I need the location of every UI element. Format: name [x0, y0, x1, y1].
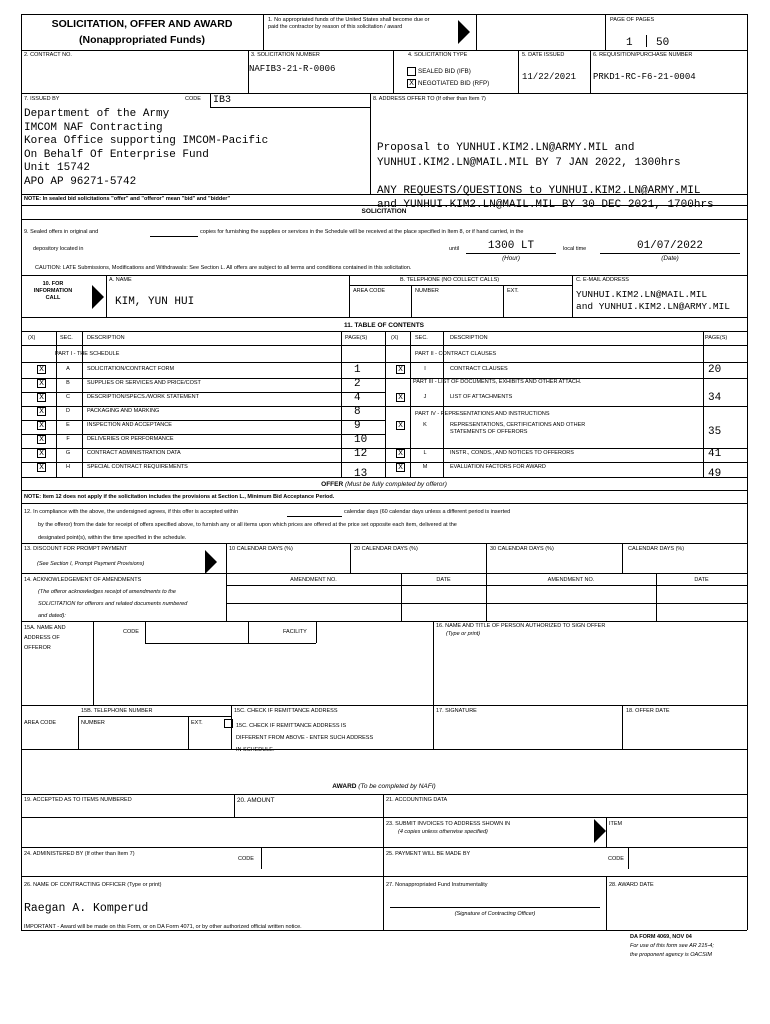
toc-page-number: 12	[354, 448, 368, 460]
toc-section-letter: K	[423, 422, 427, 428]
toc-row-line	[385, 406, 747, 407]
address-offer-text: Proposal to YUNHUI.KIM2.LN@ARMY.MIL and YUNHUI.KIM2.LN@MAIL.MIL BY 7 JAN 2022, 1300hrs ANY REQUESTS/QUESTIONS to YUNHUI.KIM2.LN@ARMY.MIL and YUNHUI.KIM2.LN@MAIL.MIL BY 30 DEC 2021, 1700hrs	[377, 142, 714, 212]
contracting-officer-label: 26. NAME OF CONTRACTING OFFICER (Type or print)	[24, 882, 162, 888]
address-offer-label: 8. ADDRESS OFFER TO (If other than Item 7)	[373, 96, 486, 102]
toc-checkbox[interactable]: X	[37, 421, 46, 430]
arrow-icon	[458, 20, 470, 44]
facility-label: FACILITY	[283, 629, 307, 635]
toc-section-letter: A	[66, 366, 70, 372]
solicitation-number[interactable]: NAFIB3-21-R-0006	[249, 64, 336, 74]
amount-label: 20. AMOUNT	[237, 797, 275, 804]
toc-part3: PART III - LIST OF DOCUMENTS, EXHIBITS AND OTHER ATTACH.	[413, 379, 582, 385]
arrow-icon	[205, 550, 217, 574]
toc-checkbox[interactable]: X	[37, 393, 46, 402]
contact-email[interactable]: YUNHUI.KIM2.LN@MAIL.MIL and YUNHUI.KIM2.LN@ARMY.MIL	[576, 289, 730, 312]
toc-row-line	[21, 378, 385, 379]
toc-description: LIST OF ATTACHMENTS	[450, 394, 513, 400]
toc-row-line	[21, 420, 385, 421]
administered-code-label: CODE	[238, 856, 254, 862]
sealed-bid-label: SEALED BID (IFB)	[418, 68, 471, 75]
funds-notice: 1. No appropriated funds of the United States shall become due or paid the contractor by reason of this solicitation / award	[268, 17, 430, 30]
toc-col-x: (X)	[28, 335, 36, 341]
toc-section-letter: G	[65, 450, 71, 456]
toc-checkbox[interactable]: X	[396, 365, 405, 374]
toc-col-x-right: (X)	[391, 335, 399, 341]
toc-page-number: 1	[354, 364, 361, 376]
authorized-signer-label: 16. NAME AND TITLE OF PERSON AUTHORIZED TO SIGN OFFER	[436, 623, 606, 629]
toc-section-letter: J	[423, 394, 427, 400]
toc-section-letter: D	[66, 408, 70, 414]
solicitation-number-label: 3. SOLICITATION NUMBER	[251, 52, 320, 58]
contracting-officer-name[interactable]: Raegan A. Komperud	[24, 902, 149, 915]
toc-section-letter: C	[66, 394, 70, 400]
offeror-ext-label: EXT.	[191, 720, 203, 726]
administered-by-label: 24. ADMINISTERED BY (If other than Item 7)	[24, 851, 135, 857]
toc-checkbox[interactable]: X	[37, 379, 46, 388]
award-heading-note: (To be completed by NAFI)	[358, 783, 436, 790]
accepted-items-label: 19. ACCEPTED AS TO ITEMS NUMBERED	[24, 797, 132, 803]
amendment-no-col: AMENDMENT NO.	[290, 577, 337, 583]
arrow-icon	[92, 285, 104, 309]
offeror-code-label: CODE	[123, 629, 139, 635]
toc-description: REPRESENTATIONS, CERTIFICATIONS AND OTHER STATEMENTS OF OFFERORS	[450, 422, 586, 435]
offer-heading-note: (Must be fully completed by offeror)	[344, 481, 447, 488]
discount-other: CALENDAR DAYS (%)	[628, 546, 685, 552]
invoice-label: 23. SUBMIT INVOICES TO ADDRESS SHOWN IN	[386, 821, 511, 827]
toc-description: DESCRIPTION/SPECS./WORK STATEMENT	[87, 394, 199, 400]
toc-description: SUPPLIES OR SERVICES AND PRICE/COST	[87, 380, 201, 386]
toc-description: EVALUATION FACTORS FOR AWARD	[450, 464, 546, 470]
item12-text-4: designated point(s), within the time specified in the schedule.	[38, 535, 187, 541]
toc-col-sec: SEC.	[60, 335, 73, 341]
toc-part4: PART IV - REPRESENTATIONS AND INSTRUCTIONS	[415, 411, 550, 417]
toc-section-letter: I	[424, 366, 426, 372]
item12-text: 12. In compliance with the above, the undersigned agrees, if this offer is accepted within	[24, 509, 239, 515]
discount-30: 30 CALENDAR DAYS (%)	[490, 546, 554, 552]
offer-due-date[interactable]: 01/07/2022	[636, 240, 703, 252]
contact-name-label: A. NAME	[109, 277, 132, 283]
toc-page-number: 13	[354, 468, 368, 480]
email-label: C. E-MAIL ADDRESS	[576, 277, 629, 283]
caution-text: CAUTION: LATE Submissions, Modifications and Withdrawals: See Section L. All offers are subject to all terms and conditions contained in this solicitation.	[35, 265, 412, 271]
item9-text-2: copies for furnishing the supplies or services in the Schedule will be received at the place specified in Item 8, or if hand carried, in the	[200, 229, 524, 235]
solicitation-heading: SOLICITATION	[361, 208, 407, 215]
date-issued[interactable]: 11/22/2021	[522, 72, 577, 82]
negotiated-bid-checkbox[interactable]: X	[407, 79, 416, 88]
toc-col-pages: PAGE(S)	[345, 335, 368, 341]
discount-20: 20 CALENDAR DAYS (%)	[354, 546, 418, 552]
toc-checkbox[interactable]: X	[37, 435, 46, 444]
toc-description: SOLICITATION/CONTRACT FORM	[87, 366, 175, 372]
telephone-15b-label: 15B. TELEPHONE NUMBER	[81, 708, 153, 714]
toc-checkbox[interactable]: X	[37, 365, 46, 374]
toc-row-line	[21, 448, 385, 449]
toc-page-number: 8	[354, 406, 361, 418]
amendments-note: (The offeror acknowledges receipt of amendments to the SOLICITATION for offerors and related documents numbered and dated):	[38, 589, 188, 619]
toc-checkbox[interactable]: X	[396, 449, 405, 458]
toc-row-line	[21, 392, 385, 393]
toc-description: PACKAGING AND MARKING	[87, 408, 160, 414]
toc-description: DELIVERIES OR PERFORMANCE	[87, 436, 174, 442]
payment-by-label: 25. PAYMENT WILL BE MADE BY	[386, 851, 471, 857]
information-call-label: 10. FOR INFORMATION CALL	[33, 281, 73, 301]
issued-by-label: 7. ISSUED BY	[24, 96, 60, 102]
amendments-label: 14. ACKNOWLEDGEMENT OF AMENDMENTS	[24, 577, 142, 583]
item9-text: 9. Sealed offers in original and	[24, 229, 99, 235]
item12-text-2: calendar days (60 calendar days unless a different period is inserted	[344, 509, 511, 515]
invoice-note: (4 copies unless otherwise specified)	[398, 829, 488, 835]
offer-heading-wrap	[21, 481, 747, 488]
depository-label: depository located in	[33, 246, 84, 252]
toc-col-desc-right: DESCRIPTION	[450, 335, 488, 341]
offeror-area-code-label: AREA CODE	[24, 720, 57, 726]
number-label: NUMBER	[415, 288, 439, 294]
discount-label: 13. DISCOUNT FOR PROMPT PAYMENT	[24, 546, 128, 552]
toc-checkbox[interactable]: X	[396, 463, 405, 472]
toc-checkbox[interactable]: X	[396, 393, 405, 402]
page-count: 50	[656, 37, 670, 49]
issued-by-address: Department of the Army IMCOM NAF Contracting Korea Office supporting IMCOM-Pacific On Behalf Of Enterprise Fund Unit 15742 APO AP 96271-5742	[24, 108, 269, 188]
signature-caption: (Signature of Contracting Officer)	[454, 911, 536, 917]
negotiated-bid-label: NEGOTIATED BID (RFP)	[418, 80, 490, 87]
toc-checkbox[interactable]: X	[37, 407, 46, 416]
form-subtitle: (Nonappropriated Funds)	[79, 34, 205, 46]
toc-page-number: 35	[708, 426, 722, 438]
toc-section-letter: M	[422, 464, 428, 470]
date-caption: (Date)	[661, 255, 679, 262]
area-code-label: AREA CODE	[353, 288, 386, 294]
toc-page-number: 49	[708, 468, 722, 480]
remittance-label-1: 15C. CHECK IF REMITTANCE ADDRESS	[234, 708, 338, 714]
toc-checkbox[interactable]: X	[37, 463, 46, 472]
discount-10: 10 CALENDAR DAYS (%)	[229, 546, 293, 552]
invoice-item-label: ITEM	[609, 821, 623, 827]
contract-no-label: 2. CONTRACT NO.	[24, 52, 72, 58]
toc-description: INSPECTION AND ACCEPTANCE	[87, 422, 172, 428]
toc-section-letter: E	[66, 422, 70, 428]
remittance-checkbox[interactable]	[224, 719, 233, 728]
form-title: SOLICITATION, OFFER AND AWARD	[51, 18, 233, 30]
arrow-icon	[594, 819, 606, 843]
toc-description: SPECIAL CONTRACT REQUIREMENTS	[87, 464, 188, 470]
date-issued-label: 5. DATE ISSUED	[522, 52, 565, 58]
amendment-no-col-2: AMENDMENT NO.	[547, 577, 595, 583]
toc-page-number: 2	[354, 378, 361, 390]
toc-section-letter: H	[66, 464, 70, 470]
toc-col-sec-right: SEC.	[415, 335, 428, 341]
toc-checkbox[interactable]: X	[396, 421, 405, 430]
toc-row-line	[21, 462, 385, 463]
remittance-label: 15C. CHECK IF REMITTANCE ADDRESS IS DIFFERENT FROM ABOVE - ENTER SUCH ADDRESS IN SCHEDULE.	[236, 723, 374, 753]
toc-page-number: 20	[708, 364, 722, 376]
form-note-1: For use of this form see AR 215-4;	[630, 943, 714, 949]
offer-due-hour[interactable]: 1300 LT	[487, 240, 535, 252]
toc-col-pages-right: PAGE(S)	[705, 335, 728, 341]
toc-page-number: 10	[354, 434, 368, 446]
toc-row-line	[385, 448, 747, 449]
local-time-label: local time	[563, 246, 587, 252]
requisition-label: 6. REQUISITION/PURCHASE NUMBER	[593, 52, 693, 58]
award-heading-wrap	[21, 783, 747, 790]
offeror-number-label: NUMBER	[81, 720, 105, 726]
payment-code-label: CODE	[608, 856, 624, 862]
nafi-label: 27. Nonappropriated Fund Instrumentality	[386, 882, 488, 888]
offeror-name-label: 15A. NAME AND ADDRESS OF OFFEROR	[24, 625, 66, 651]
toc-page-number: 34	[708, 392, 722, 404]
page-number: 1	[626, 37, 633, 49]
until-label: until	[449, 246, 460, 252]
award-date-label: 28. AWARD DATE	[609, 882, 654, 888]
accounting-data-label: 21. ACCOUNTING DATA	[386, 797, 448, 803]
award-heading: AWARD	[332, 783, 357, 790]
item12-note: NOTE: Item 12 does not apply if the solicitation includes the provisions at Section L., Minimum Bid Acceptance Period.	[24, 494, 335, 500]
offer-date-label: 18. OFFER DATE	[626, 708, 670, 714]
amendment-date-col: DATE	[436, 577, 451, 583]
issued-by-code[interactable]: IB3	[213, 95, 232, 106]
toc-col-desc: DESCRIPTION	[87, 335, 125, 341]
discount-note: (See Section I, Prompt Payment Provisions)	[37, 561, 145, 567]
page-label: PAGE OF PAGES	[610, 17, 655, 23]
important-note: IMPORTANT - Award will be made on this Form, or on DA Form 4071, or by other authorized official written notice.	[24, 924, 302, 930]
toc-description: CONTRACT ADMINISTRATION DATA	[87, 450, 181, 456]
toc-heading: 11. TABLE OF CONTENTS	[343, 322, 425, 329]
toc-part1: PART I - THE SCHEDULE	[55, 351, 120, 357]
toc-row-line	[21, 406, 385, 407]
ext-label: EXT.	[507, 288, 519, 294]
toc-section-letter: B	[66, 380, 70, 386]
toc-section-letter: F	[66, 436, 70, 442]
toc-section-letter: L	[423, 450, 427, 456]
authorized-signer-note: (Type or print)	[446, 631, 481, 637]
toc-description: INSTR., CONDS., AND NOTICES TO OFFERORS	[450, 450, 574, 456]
sealed-bid-note: NOTE: In sealed bid solicitations "offer" and "offeror" mean "bid" and "bidder"	[24, 196, 231, 202]
signature-label: 17. SIGNATURE	[436, 708, 477, 714]
toc-page-number: 9	[354, 420, 361, 432]
amendment-date-col-2: DATE	[694, 577, 709, 583]
toc-page-number: 4	[354, 392, 361, 404]
form-number: DA FORM 4069, NOV 04	[630, 934, 692, 940]
solicitation-type-label: 4. SOLICITATION TYPE	[408, 52, 468, 58]
telephone-label: B. TELEPHONE (NO COLLECT CALLS)	[400, 277, 500, 283]
toc-row-line	[385, 462, 747, 463]
sealed-bid-checkbox[interactable]	[407, 67, 416, 76]
item12-text-3: by the offeror) from the date for receipt of offers specified above, to furnish any or all items upon which prices are offered at the price set opposite each item, delivered at the	[38, 522, 457, 528]
toc-page-number: 41	[708, 448, 722, 460]
toc-row-line	[21, 434, 385, 435]
toc-description: CONTRACT CLAUSES	[450, 366, 508, 372]
offer-heading: OFFER	[321, 481, 344, 488]
toc-part2: PART II - CONTRACT CLAUSES	[415, 351, 497, 357]
toc-checkbox[interactable]: X	[37, 449, 46, 458]
contact-name[interactable]: KIM, YUN HUI	[115, 296, 195, 308]
hour-caption: (Hour)	[502, 255, 520, 262]
requisition-number[interactable]: PRKD1-RC-F6-21-0004	[593, 72, 696, 82]
issued-by-code-label: CODE	[185, 96, 201, 102]
form-note-2: the proponent agency is OACSIM	[630, 952, 712, 958]
